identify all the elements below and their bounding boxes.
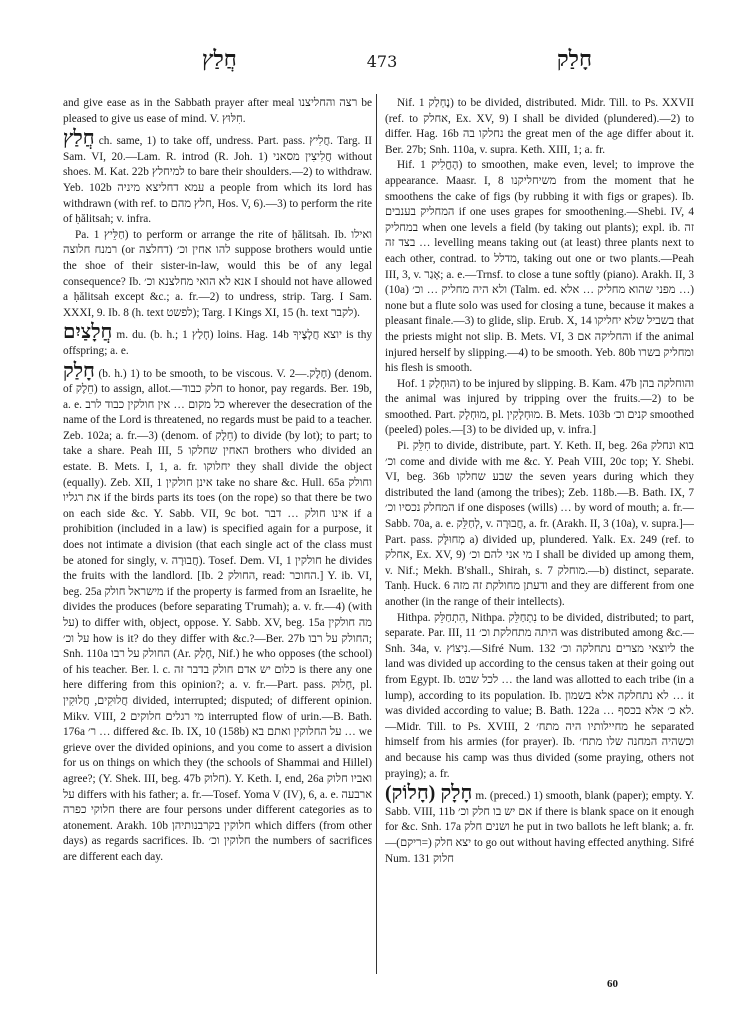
entry-text: Hithpa. הִתְחַלֵּק, Nithpa. נִתְחַלֵּק to be divided, distributed; to part, separate. Par. III, 11 היתה מתחלקת וכ׳ was distributed among &c.—Snh. 34a, v. נִיצוֹץ.—Sifré Num. 132 ליוצאי מצרים נתחלקה וכ׳ the land was divided up according to the census taken at their going out from Egypt. Ib. לכל שבט … the land was allotted to each tribe (in a lump), according to its population. Ib. לא נתחלקה אלא בשמון … it was divided according to value; B. Bath. 122a … לא כ׳ אלא בכסף.—Midr. Till. to Ps. XVIII, 2 מחיילותיו היה מתח׳ he separated himself from his armies (for prayer). Ib. וכשהיה המחנה שלו מתח׳ and because his camp was thus divided (some praying, others not praying); a. fr.: [385, 611, 694, 780]
page-header: [62, 46, 702, 80]
right-running-headword: חָלַק: [556, 46, 592, 72]
entry-paragraph: [385, 158, 694, 376]
entry-text: (b. h.) 1) to be smooth, to be viscous. V. חֶלֶק.—2) (denom. of חֵלֶק) to assign, allot.—חלק כבוד to honor, pay regards. Ber. 19b, a. e. כל מקום … אין חולקין כבוד לרב wherever the desecration of the name of the Lord is threatened, no regards must be paid to a teacher. Zeb. 102a; a. fr.—3) (denom. of חֵלֶק) to divide (by lot); to part; to take a share. Peah III, 5 האחין שחלקו brothers who divided an estate. B. Mets. I, 1, a. fr. יחלוקו they shall divide the object (equally). Zeb. XII, 1 אינן חולקין take no share &c. Hull. 65a וחולק את רגליו if the birds parts its toes (on the rope) so that there be two on each side &c. Y. Sabb. VII, 9c bot. אינו חולק … דבר if a prohibition (included in a law) is specified again for a purpose, it does not intimate a division (that each single act of the class must be atoned for singly, v. חֲבוּרָה). Tosef. Dem. VI, 1 חולקין he divides the fruits with the landlord. [Ib. 2 החולק, read: החוכר.] Y. ib. VI, beg. 25a מישראל חולק if the property is farmed from an Israelite, he divides the produces (before separating T'rumah); a. v. fr.—4) (with על) to differ with, object, oppose. Y. Sabb. XV, beg. 15a מה חולקין על וכ׳ how is it? do they differ with &c.?—Ber. 27b החולק על רבו; Snh. 110a החולק על רבו (Ar. חָלַק, Nif.) he who opposes (the school) of his teacher. Ber. l. c. כלום יש אדם חולק בדבר זה is there any one here differing from this opinion?; a. v. fr.—Part. pass. חָלוּק, pl. חֲלוּקִים, חֲלוּקִין divided, interrupted; disputed; of different opinion. Mikv. VIII, 2 מי רגלים חלוקים interrupted flow of urin.—B. Bath. 176a ר׳ … differed &c. Ib. IX, 10 (158b) על החלוקין ואתם בא … we grieve over the divided opinions, and you come to assert a division for us on things on which they (the schools of Shammai and Hillel) agree?; (Y. Shek. III, beg. 47b חלוק). Y. Keth. I, end, 26a ואביו חלוק על differs with his father; a. fr.—Tosef. Yoma V (IV), 6, a. e. ארבעה חלוקי כפרה there are four persons under different categories as to atonement. Arakh. 10b חלוקין בקרבנותיהן which differs (from other days) as regards sacrifices. Ib. חלוקין וכ׳ the numbers of sacrifices are different each day.: [63, 367, 372, 863]
entry-text: m. du. (b. h.; חָלַץ 1) loins. Hag. 14b יוצא חֲלָצֶיךָ is thy offspring; a. e.: [63, 329, 372, 357]
entry-paragraph: [63, 228, 372, 322]
dictionary-entry: [385, 783, 694, 867]
right-column: [385, 96, 694, 976]
left-running-headword: חֲלַץ: [202, 46, 237, 72]
entry-paragraph: [385, 611, 694, 783]
entry-paragraph: [385, 439, 694, 611]
page-number: 473: [366, 52, 398, 71]
entry-text: m. (preced.) 1) smooth, blank (paper); empty. Y. Sabb. VIII, 11b אם יש בו חלק וכ׳ if there is blank space on it enough for &c. Snh. 17a ושנים חלק he put in two ballots he left blank; a. fr.—(ריקם=) יצא חלק to go out without having effected anything. Sifré Num. 131 חלוק: [385, 790, 694, 865]
signature-mark: 60: [607, 978, 618, 990]
left-column: [63, 96, 372, 976]
entry-headword: חֲלַץ: [63, 127, 95, 150]
entry-text: Hof. הוּחְלַק 1) to be injured by slipping. B. Kam. 47b והוחלקה בהן the animal was injured by tripping over the fruits.—2) to be smoothed. Part. מוּחְלָק, pl. מוּחְלָקִין. B. Mets. 103b קנים וכ׳ smoothed (peeled) poles.—[3) to be divided up, v. infra.]: [385, 377, 694, 437]
dictionary-entry: [63, 128, 372, 228]
entry-text: Pi. חִלֵּק to divide, distribute, part. Y. Keth. II, beg. 26a בוא ונחלק וכ׳ come and divide with me &c. Y. Peah VIII, 20c top; Y. Shebi. VI, beg. 36b שבע שחלקו the seven years during which they distributed the land (among the tribes); Zeb. 118b.—B. Bath. IX, 7 המחלק נכסיו וכ׳ if one disposes (wills) … by word of mouth; a. fr.—Sabb. 70a, a. e. לְחַלֵּק, v. חֲבוּרָה, a. fr. (Arakh. II, 3 (10a), v. supra.]—Part. pass. מְחוּלָּק a) divided up, plundered. Yalk. Ex. 249 (ref. to אחלק, Ex. XV, 9) מי אני להם וכ׳ I shall be divided up among them, v. Nif.; Mekh. B'shall., Shirah, s. 7 מוחלק.—b) distinct, separate. Tanḥ. Huck. 6 ודעתן מחולקת זה מזה and they are different from one another (in the range of their intellects).: [385, 440, 694, 608]
entry-text: ch. same, 1) to take off, undress. Part. pass. חֲלִיץ. Targ. II Sam. VI, 20.—Lam. R. introd (R. Joh. 1) חֲלִיצִין מסאני without shoes. M. Kat. 22b למיחלץ to bare their shoulders.—2) to withdraw. Yeb. 102b עמא דחליצא מיניה a people from which its lord has withdrawn (with ref. to חלץ מהם, Hos. V, 6).—3) to perform the rite of ḥălitsah; v. infra.: [63, 135, 372, 226]
entry-paragraph: [63, 96, 372, 127]
entry-paragraph: [385, 377, 694, 439]
entry-text: Hif. הֶחֱלִיק 1) to smoothen, make even, level; to improve the appearance. Maasr. I, 8 משיחליקנו from the moment that he smoothens the cake of figs (by rubbing it with figs or grapes). Ib. המחליק בענבים if one uses grapes for smoothening.—Shebi. IV, 4 במחליק when one levels a field (by taking out plants); expl. ib. זה … בצד זה levelling means taking out (at least) three plants next to each other, contrad. to מדלל, taking out one or two plants.—Peah III, 3, v. אָגַר; a. e.—Trnsf. to close a tune softly (piano). Arakh. II, 3 (10a) ולא היה מחליק … וכ׳ (Talm. ed. מפני שהוא מחליק … אלא …) none but a flute solo was used for closing a tune, because it makes a pleasant finale.—3) to glide, slip. Erub. X, 14 בשביל שלא יחליקו that the priests might not slip. B. Mets. VI, 3 והחליקה אם if the animal injured herself by slipping.—4) to be smooth. Yeb. 80b ומחליק בשרו his flesh is smooth.: [385, 159, 694, 375]
entry-text: Nif. נֶחְלַק 1) to be divided, distributed. Midr. Till. to Ps. XXVII (ref. to אחלק, Ex. XV, 9) I shall be divided (plundered).—2) to differ. Hag. 16b נחלקו בה the great men of the age differ about it. Ber. 27b; Snh. 110a, v. supra. Keth. XIII, 1; a. fr.: [385, 97, 694, 156]
entry-headword: חֲלָצַיִם: [63, 321, 113, 344]
entry-paragraph: [385, 96, 694, 158]
entry-headword: חָלַק: [63, 359, 95, 382]
entry-headword: חָלָק (חָלוֹק): [385, 782, 473, 805]
entry-text: Pa. חַלֵּיץ 1) to perform or arrange the rite of ḥălitsah. Ib. ואילו רמנח חלוצה (or דחלצה) להו אחין וכ׳ suppose brothers would untie the shoe of their sister-in-law, would this be of any legal consequence? Ib. אנא לא הואי מחלצנא וכ׳ I should not have allowed a ḥălitsah except &c.; a. fr.—2) to undress, strip. Targ. I Sam. XXXI, 9. Ib. 8 (h. text לפשט); Targ. I Kings XI, 15 (h. text לקבר).: [63, 228, 372, 319]
dictionary-entry: [63, 322, 372, 359]
entry-text: and give ease as in the Sabbath prayer after meal רצה והחליצנו be pleased to give us ease of mind. V. חִלּוּץ.: [63, 97, 372, 125]
dictionary-entry: [63, 361, 372, 866]
column-divider: [376, 94, 377, 974]
